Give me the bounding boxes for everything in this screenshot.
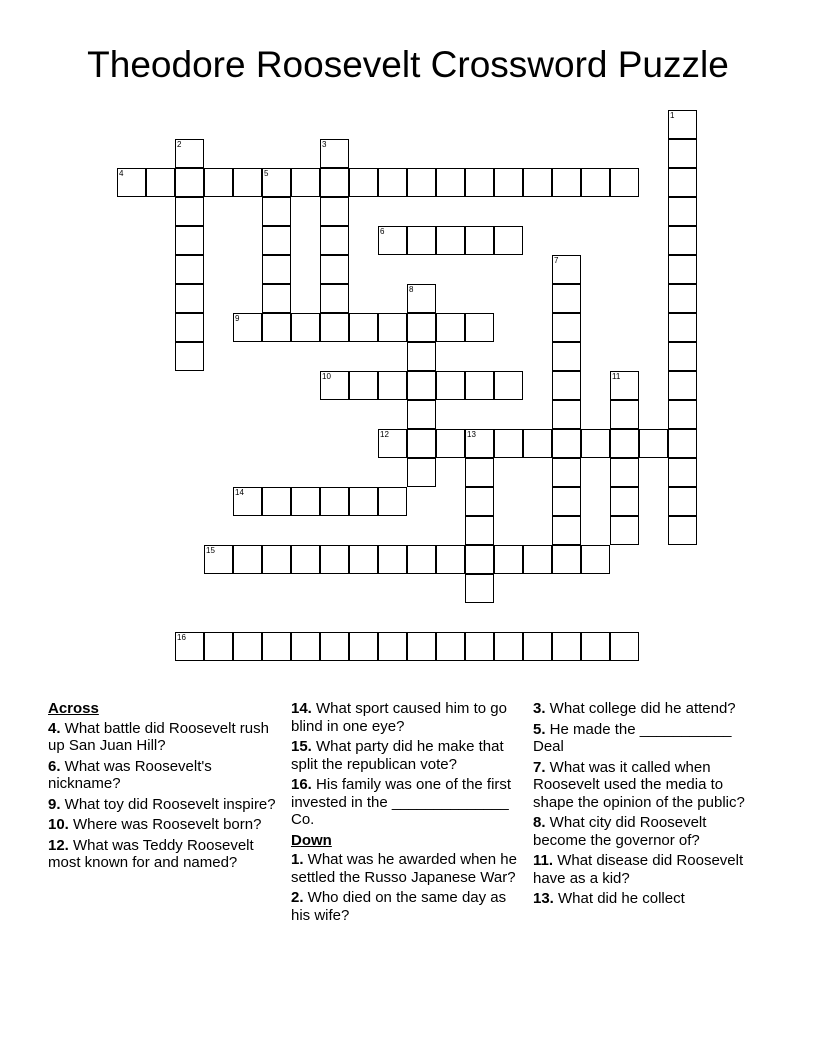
grid-cell[interactable] bbox=[233, 545, 262, 574]
clue-item: 10. Where was Roosevelt born? bbox=[48, 816, 262, 833]
grid-cell[interactable] bbox=[668, 371, 697, 400]
grid-cell[interactable] bbox=[233, 168, 262, 197]
grid-cell[interactable] bbox=[407, 429, 436, 458]
grid-cell[interactable] bbox=[146, 168, 175, 197]
page-title: Theodore Roosevelt Crossword Puzzle bbox=[87, 44, 729, 85]
clue-number: 14 bbox=[235, 488, 244, 497]
grid-cell[interactable] bbox=[407, 545, 436, 574]
grid-cell[interactable] bbox=[233, 632, 262, 661]
grid-cell[interactable] bbox=[668, 139, 697, 168]
grid-cell[interactable] bbox=[552, 400, 581, 429]
grid-cell[interactable] bbox=[349, 487, 378, 516]
down-heading: Down bbox=[291, 831, 332, 849]
clue-item: 11. What disease did Roosevelt have as a kid? bbox=[533, 852, 744, 887]
grid-cell[interactable] bbox=[523, 429, 552, 458]
grid-cell[interactable] bbox=[175, 226, 204, 255]
grid-cell[interactable] bbox=[610, 632, 639, 661]
grid-cell[interactable] bbox=[465, 545, 494, 574]
grid-cell[interactable] bbox=[610, 487, 639, 516]
grid-cell[interactable] bbox=[436, 168, 465, 197]
grid-cell[interactable] bbox=[378, 487, 407, 516]
grid-cell[interactable] bbox=[320, 284, 349, 313]
clue-number: 7 bbox=[554, 256, 559, 265]
grid-cell[interactable] bbox=[610, 516, 639, 545]
grid-cell[interactable] bbox=[233, 313, 262, 342]
grid-cell[interactable] bbox=[552, 342, 581, 371]
grid-cell[interactable] bbox=[378, 429, 407, 458]
clue-column-1 bbox=[48, 700, 283, 875]
clue-number: 4 bbox=[119, 169, 124, 178]
grid-cell[interactable] bbox=[175, 255, 204, 284]
grid-cell[interactable] bbox=[436, 313, 465, 342]
grid-cell[interactable] bbox=[552, 313, 581, 342]
grid-cell[interactable] bbox=[320, 632, 349, 661]
grid-cell[interactable] bbox=[610, 371, 639, 400]
down-clue-list-continued bbox=[533, 700, 763, 908]
grid-cell[interactable] bbox=[262, 226, 291, 255]
grid-cell[interactable] bbox=[407, 400, 436, 429]
grid-cell[interactable] bbox=[581, 545, 610, 574]
grid-cell[interactable] bbox=[465, 313, 494, 342]
grid-cell[interactable] bbox=[262, 545, 291, 574]
grid-cell[interactable] bbox=[552, 632, 581, 661]
grid-cell[interactable] bbox=[320, 226, 349, 255]
grid-cell[interactable] bbox=[668, 168, 697, 197]
grid-cell[interactable] bbox=[262, 168, 291, 197]
clue-number: 8 bbox=[409, 285, 414, 294]
grid-cell[interactable] bbox=[175, 168, 204, 197]
grid-cell[interactable] bbox=[407, 371, 436, 400]
across-clue-list bbox=[48, 720, 283, 872]
grid-cell[interactable] bbox=[668, 255, 697, 284]
grid-cell[interactable] bbox=[175, 139, 204, 168]
grid-cell[interactable] bbox=[494, 632, 523, 661]
clue-number: 13 bbox=[467, 430, 476, 439]
grid-cell[interactable] bbox=[668, 516, 697, 545]
grid-cell[interactable] bbox=[552, 284, 581, 313]
grid-cell[interactable] bbox=[668, 487, 697, 516]
grid-cell[interactable] bbox=[465, 574, 494, 603]
grid-cell[interactable] bbox=[291, 632, 320, 661]
clue-item: 6. What was Roosevelt's nickname? bbox=[48, 757, 212, 792]
grid-cell[interactable] bbox=[175, 197, 204, 226]
grid-cell[interactable] bbox=[668, 110, 697, 139]
grid-cell[interactable] bbox=[494, 429, 523, 458]
grid-cell[interactable] bbox=[175, 632, 204, 661]
grid-cell[interactable] bbox=[465, 168, 494, 197]
grid-cell[interactable] bbox=[407, 632, 436, 661]
grid-cell[interactable] bbox=[668, 429, 697, 458]
grid-cell[interactable] bbox=[262, 197, 291, 226]
grid-cell[interactable] bbox=[552, 255, 581, 284]
grid-cell[interactable] bbox=[175, 313, 204, 342]
clue-item: 8. What city did Roosevelt become the governor of? bbox=[533, 814, 707, 849]
clue-column-2 bbox=[291, 700, 526, 927]
grid-cell[interactable] bbox=[494, 226, 523, 255]
clue-item: 9. What toy did Roosevelt inspire? bbox=[48, 795, 276, 813]
clue-item: 3. What college did he attend? bbox=[533, 700, 736, 717]
grid-cell[interactable] bbox=[465, 371, 494, 400]
grid-cell[interactable] bbox=[610, 429, 639, 458]
grid-cell[interactable] bbox=[291, 487, 320, 516]
grid-cell[interactable] bbox=[175, 284, 204, 313]
grid-cell[interactable] bbox=[668, 342, 697, 371]
grid-cell[interactable] bbox=[320, 139, 349, 168]
grid-cell[interactable] bbox=[552, 516, 581, 545]
clue-item: 5. He made the ___________ Deal bbox=[533, 720, 732, 755]
grid-cell[interactable] bbox=[204, 168, 233, 197]
grid-cell[interactable] bbox=[407, 458, 436, 487]
grid-cell[interactable] bbox=[349, 545, 378, 574]
clue-number: 12 bbox=[380, 430, 389, 439]
grid-cell[interactable] bbox=[378, 313, 407, 342]
grid-cell[interactable] bbox=[407, 226, 436, 255]
grid-cell[interactable] bbox=[407, 284, 436, 313]
grid-cell[interactable] bbox=[610, 168, 639, 197]
grid-cell[interactable] bbox=[320, 371, 349, 400]
grid-cell[interactable] bbox=[465, 429, 494, 458]
grid-cell[interactable] bbox=[291, 545, 320, 574]
across-clue-list-continued bbox=[291, 700, 526, 829]
grid-cell[interactable] bbox=[668, 313, 697, 342]
clue-item: 1. What was he awarded when he settled the Russo Japanese War? bbox=[291, 851, 517, 886]
clue-column-3 bbox=[533, 700, 763, 911]
clue-item: 16. His family was one of the first invested in the ______________ Co. bbox=[291, 776, 512, 828]
grid-cell[interactable] bbox=[407, 168, 436, 197]
grid-cell[interactable] bbox=[204, 545, 233, 574]
grid-cell[interactable] bbox=[494, 371, 523, 400]
clue-number: 15 bbox=[206, 546, 215, 555]
grid-cell[interactable] bbox=[320, 197, 349, 226]
grid-cell[interactable] bbox=[117, 168, 146, 197]
grid-cell[interactable] bbox=[668, 284, 697, 313]
grid-cell[interactable] bbox=[465, 516, 494, 545]
clue-item: 7. What was it called when Roosevelt used the media to shape the opinion of the public? bbox=[533, 758, 745, 811]
grid-cell[interactable] bbox=[465, 632, 494, 661]
grid-cell[interactable] bbox=[378, 545, 407, 574]
clue-item: 13. What did he collect bbox=[533, 890, 685, 907]
grid-cell[interactable] bbox=[349, 168, 378, 197]
grid-cell[interactable] bbox=[668, 197, 697, 226]
grid-cell[interactable] bbox=[494, 545, 523, 574]
across-heading: Across bbox=[48, 700, 99, 717]
grid-cell[interactable] bbox=[349, 371, 378, 400]
clue-number: 3 bbox=[322, 140, 327, 149]
grid-cell[interactable] bbox=[320, 168, 349, 197]
clue-number: 2 bbox=[177, 140, 182, 149]
grid-cell[interactable] bbox=[320, 487, 349, 516]
grid-cell[interactable] bbox=[436, 371, 465, 400]
grid-cell[interactable] bbox=[436, 545, 465, 574]
grid-cell[interactable] bbox=[291, 313, 320, 342]
clue-item: 4. What battle did Roosevelt rush up San Juan Hill? bbox=[48, 719, 269, 754]
grid-cell[interactable] bbox=[552, 168, 581, 197]
grid-cell[interactable] bbox=[552, 429, 581, 458]
grid-cell[interactable] bbox=[436, 226, 465, 255]
grid-cell[interactable] bbox=[262, 632, 291, 661]
grid-cell[interactable] bbox=[581, 429, 610, 458]
clue-item: 2. Who died on the same day as his wife? bbox=[291, 889, 507, 924]
grid-cell[interactable] bbox=[581, 168, 610, 197]
grid-cell[interactable] bbox=[291, 168, 320, 197]
clue-number: 10 bbox=[322, 372, 331, 381]
grid-cell[interactable] bbox=[552, 458, 581, 487]
grid-cell[interactable] bbox=[407, 342, 436, 371]
clue-item: 14. What sport caused him to go blind in one eye? bbox=[291, 700, 507, 735]
grid-cell[interactable] bbox=[465, 458, 494, 487]
grid-cell[interactable] bbox=[204, 632, 233, 661]
grid-cell[interactable] bbox=[552, 545, 581, 574]
grid-cell[interactable] bbox=[262, 284, 291, 313]
grid-cell[interactable] bbox=[465, 487, 494, 516]
grid-cell[interactable] bbox=[378, 371, 407, 400]
grid-cell[interactable] bbox=[407, 313, 436, 342]
clue-number: 5 bbox=[264, 169, 269, 178]
clue-number: 16 bbox=[177, 633, 186, 642]
grid-cell[interactable] bbox=[233, 487, 262, 516]
grid-cell[interactable] bbox=[465, 226, 494, 255]
grid-cell[interactable] bbox=[378, 226, 407, 255]
grid-cell[interactable] bbox=[668, 458, 697, 487]
grid-cell[interactable] bbox=[349, 632, 378, 661]
down-clue-list bbox=[291, 851, 526, 924]
grid-cell[interactable] bbox=[320, 255, 349, 284]
grid-cell[interactable] bbox=[610, 458, 639, 487]
clue-item: 12. What was Teddy Roosevelt most known for and named? bbox=[48, 836, 254, 871]
grid-cell[interactable] bbox=[175, 342, 204, 371]
grid-cell[interactable] bbox=[639, 429, 668, 458]
clue-number: 6 bbox=[380, 227, 385, 236]
grid-cell[interactable] bbox=[378, 168, 407, 197]
grid-cell[interactable] bbox=[494, 168, 523, 197]
clue-number: 1 bbox=[670, 111, 675, 120]
grid-cell[interactable] bbox=[668, 400, 697, 429]
grid-cell[interactable] bbox=[349, 313, 378, 342]
clue-number: 11 bbox=[612, 372, 621, 381]
grid-cell[interactable] bbox=[320, 313, 349, 342]
grid-cell[interactable] bbox=[378, 632, 407, 661]
grid-cell[interactable] bbox=[581, 632, 610, 661]
grid-cell[interactable] bbox=[523, 545, 552, 574]
grid-cell[interactable] bbox=[320, 545, 349, 574]
grid-cell[interactable] bbox=[552, 487, 581, 516]
grid-cell[interactable] bbox=[436, 632, 465, 661]
grid-cell[interactable] bbox=[523, 632, 552, 661]
grid-cell[interactable] bbox=[552, 371, 581, 400]
grid-cell[interactable] bbox=[262, 487, 291, 516]
grid-cell[interactable] bbox=[262, 255, 291, 284]
clue-item: 15. What party did he make that split the republican vote? bbox=[291, 738, 504, 773]
grid-cell[interactable] bbox=[668, 226, 697, 255]
grid-cell[interactable] bbox=[436, 429, 465, 458]
clue-number: 9 bbox=[235, 314, 240, 323]
grid-cell[interactable] bbox=[262, 313, 291, 342]
grid-cell[interactable] bbox=[610, 400, 639, 429]
grid-cell[interactable] bbox=[523, 168, 552, 197]
